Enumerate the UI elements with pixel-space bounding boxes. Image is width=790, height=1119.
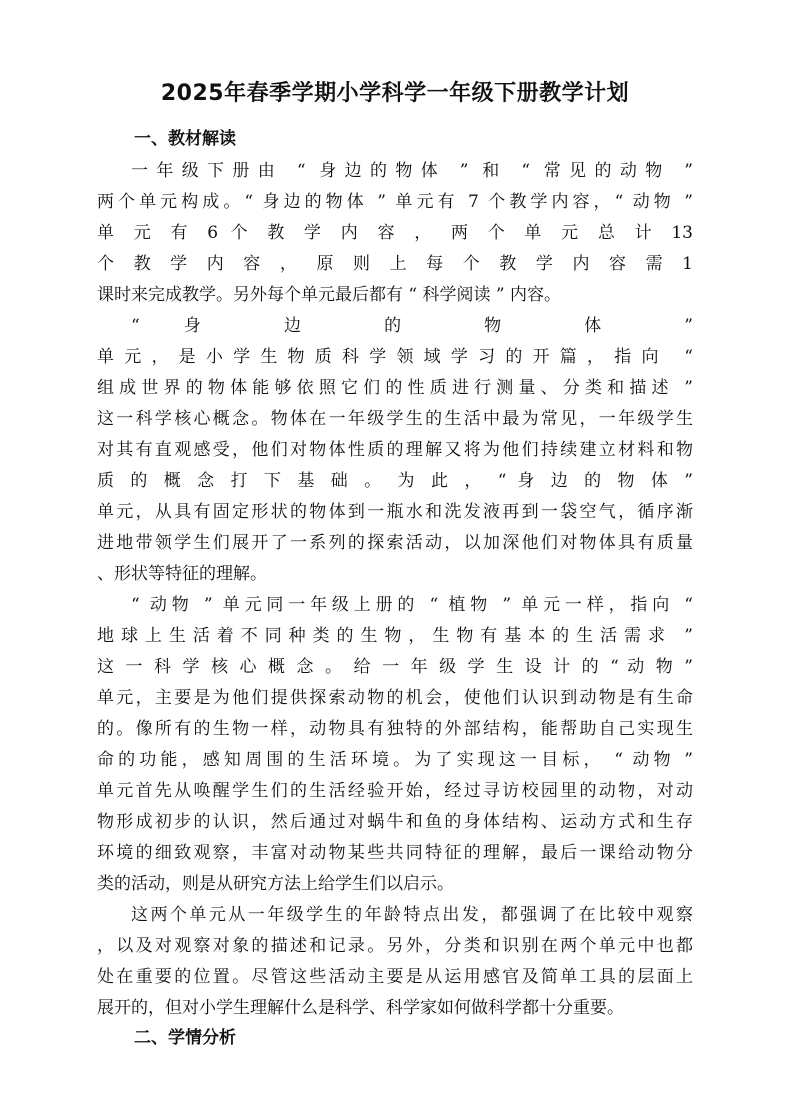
paragraph-line: 环境的细致观察，丰富对动物某些共同特征的理解，最后一课给动物分 — [97, 843, 693, 863]
paragraph-line: ，以及对观察对象的描述和记录。另外，分类和识别在两个单元中也都 — [97, 936, 693, 956]
paragraph-line: 质 的 概 念 打 下 基 础 。 为 此 ， “ 身 边 的 物 体 ” — [97, 471, 693, 491]
paragraph-line: 的。像所有的生物一样，动物具有独特的外部结构，能帮助自己实现生 — [97, 719, 693, 739]
paragraph-line: 这 一 科 学 核 心 概 念 。 给 一 年 级 学 生 设 计 的 “ 动 物 ” — [97, 657, 693, 677]
paragraph-line: 展开的，但对小学生理解什么是科学、科学家如何做科学都十分重要。 — [97, 998, 624, 1018]
paragraph-line: 单 元 有 6 个 教 学 内 容 ， 两 个 单 元 总 计 13 — [97, 223, 693, 243]
paragraph-line: 单元首先从唤醒学生们的生活经验开始，经过寻访校园里的动物，对动 — [97, 781, 693, 801]
paragraph-line: 处在重要的位置。尽管这些活动主要是从运用感官及简单工具的层面上 — [97, 967, 693, 987]
paragraph-line: 单元，从具有固定形状的物体到一瓶水和洗发液再到一袋空气，循序渐 — [97, 502, 693, 522]
paragraph-line: 这一科学核心概念。物体在一年级学生的生活中最为常见，一年级学生 — [97, 409, 693, 429]
paragraph-line: 这两个单元从一年级学生的年龄特点出发，都强调了在比较中观察 — [131, 905, 693, 925]
paragraph-line: 单元，是小学生物质科学领域学习的开篇，指向 “ — [97, 347, 693, 367]
paragraph-line: 一年级下册由 “ 身边的物体 ” 和 “ 常见的动物 ” — [131, 161, 693, 181]
paragraph-line: 命的功能，感知周围的生活环境。为了实现这一目标， “ 动物 ” — [97, 750, 693, 770]
paragraph-line: 课时来完成教学。另外每个单元最后都有 “ 科学阅读 ” 内容。 — [97, 285, 561, 305]
paragraph-line: 单元，主要是为他们提供探索动物的机会，使他们认识到动物是有生命 — [97, 688, 693, 708]
paragraph-line: 地球上生活着不同种类的生物，生物有基本的生活需求 ” — [97, 626, 693, 646]
paragraph-line: 组成世界的物体能够依照它们的性质进行测量、分类和描述 ” — [97, 378, 693, 398]
document-title: 2025年春季学期小学科学一年级下册教学计划 — [160, 81, 630, 106]
section-heading-student-analysis: 二、学情分析 — [134, 1028, 236, 1048]
paragraph-line: “ 动物 ” 单元同一年级上册的 “ 植物 ” 单元一样，指向 “ — [131, 595, 693, 615]
paragraph-line: 两个单元构成。“ 身边的物体 ” 单元有 7 个教学内容，“ 动物 ” — [97, 192, 693, 212]
paragraph-line: 个 教 学 内 容 ， 原 则 上 每 个 教 学 内 容 需 1 — [97, 254, 693, 274]
paragraph-line: 对其有直观感受，他们对物体性质的理解又将为他们持续建立材料和物 — [97, 440, 693, 460]
paragraph-line: 物形成初步的认识，然后通过对蜗牛和鱼的身体结构、运动方式和生存 — [97, 812, 693, 832]
paragraph-line: 、形状等特征的理解。 — [97, 564, 267, 584]
paragraph-line: “ 身 边 的 物 体 ” — [131, 316, 693, 336]
paragraph-line: 类的活动，则是从研究方法上给学生们以启示。 — [97, 874, 454, 894]
paragraph-line: 进地带领学生们展开了一系列的探索活动，以加深他们对物体具有质量 — [97, 533, 693, 553]
section-heading-textbook-analysis: 一、教材解读 — [134, 129, 236, 149]
